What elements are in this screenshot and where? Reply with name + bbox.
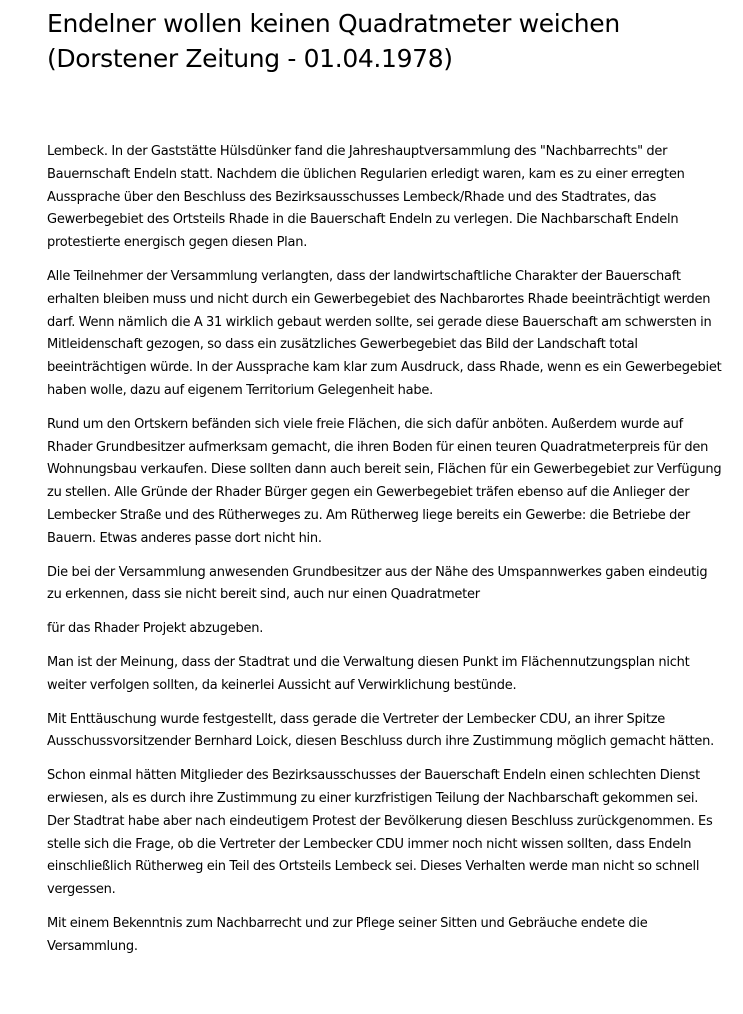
paragraph-5: für das Rhader Projekt abzugeben. <box>47 621 264 637</box>
article-title-line-1: Endelner wollen keinen Quadratmeter weichen <box>47 9 620 38</box>
paragraph-9: Mit einem Bekenntnis zum Nachbarrecht und zur Pflege seiner Sitten und Gebräuche endete die Versammlung. <box>47 915 648 954</box>
paragraph-1: Lembeck. In der Gaststätte Hülsdünker fand die Jahreshauptversammlung des "Nachbarrechts" der Bauernschaft Endeln statt. Nachdem die üblichen Regularien erledigt waren, kam es zu einer erregten Aussprache über den Beschluss des Bezirksausschusses Lembeck/Rhade und des Stadtrates, das Gewerbegebiet des Ortsteils Rhade in die Bauerschaft Endeln zu verlegen. Die Nachbarschaft Endeln protestierte energisch gegen diesen Plan. <box>47 144 685 251</box>
paragraph-2: Alle Teilnehmer der Versammlung verlangten, dass der landwirtschaftliche Charakter der Bauerschaft erhalten bleiben muss und nicht durch ein Gewerbegebiet des Nachbarortes Rhade beeinträchtigt werden darf. Wenn nämlich die A 31 wirklich gebaut werden sollte, sei gerade diese Bauerschaft am schwersten in Mitleidenschaft gezogen, so dass ein zusätzliches Gewerbegebiet das Bild der Landschaft total beeinträchtigen würde. In der Aussprache kam klar zum Ausdruck, dass Rhade, wenn es ein Gewerbegebiet haben wolle, dazu auf eigenem Territorium Gelegenheit habe. <box>47 268 722 398</box>
paragraph-3: Rund um den Ortskern befänden sich viele freie Flächen, die sich dafür anböten. Außerdem wurde auf Rhader Grundbesitzer aufmerksam gemacht, die ihren Boden für einen teuren Quadratmeterpreis für den Wohnungsbau verkaufen. Diese sollten dann auch bereit sein, Flächen für ein Gewerbegebiet zur Verfügung zu stellen. Alle Gründe der Rhader Bürger gegen ein Gewerbegebiet träfen ebenso auf die Anlieger der Lembecker Straße und des Rütherweges zu. Am Rütherweg liege bereits ein Gewerbe: die Betriebe der Bauern. Etwas anderes passe dort nicht hin. <box>47 416 722 546</box>
article-body <box>47 141 723 959</box>
paragraph-6: Man ist der Meinung, dass der Stadtrat und die Verwaltung diesen Punkt im Flächennutzungsplan nicht weiter verfolgen sollten, da keinerlei Aussicht auf Verwirklichung bestünde. <box>47 654 690 693</box>
paragraph-4: Die bei der Versammlung anwesenden Grundbesitzer aus der Nähe des Umspannwerkes gaben eindeutig zu erkennen, dass sie nicht bereit sind, auch nur einen Quadratmeter <box>47 564 708 603</box>
article-title-line-2: (Dorstener Zeitung - 01.04.1978) <box>47 44 453 73</box>
paragraph-7: Mit Enttäuschung wurde festgestellt, dass gerade die Vertreter der Lembecker CDU, an ihrer Spitze Ausschussvorsitzender Bernhard Loick, diesen Beschluss durch ihre Zustimmung möglich gemacht hätten. <box>47 711 715 750</box>
paragraph-8: Schon einmal hätten Mitglieder des Bezirksausschusses der Bauerschaft Endeln einen schlechten Dienst erwiesen, als es durch ihre Zustimmung zu einer kurzfristigen Teilung der Nachbarschaft gekommen sei. Der Stadtrat habe aber nach eindeutigem Protest der Bevölkerung diesen Beschluss zurückgenommen. Es stelle sich die Frage, ob die Vertreter der Lembecker CDU immer noch nicht wissen sollten, dass Endeln einschließlich Rütherweg ein Teil des Ortsteils Lembeck sei. Dieses Verhalten werde man nicht so schnell vergessen. <box>47 768 713 898</box>
article-title <box>47 6 723 76</box>
